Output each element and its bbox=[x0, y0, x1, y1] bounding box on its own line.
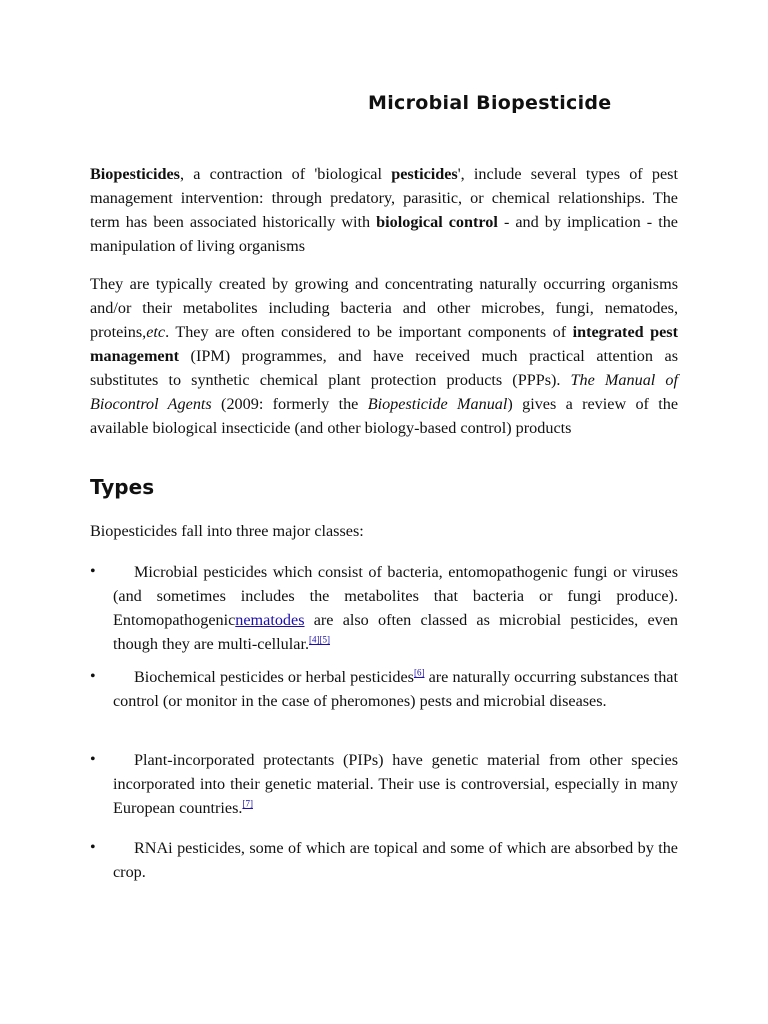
text-segment: - and by implication - the manipulation of living organisms bbox=[90, 213, 678, 255]
term-biopesticides: Biopesticides bbox=[90, 165, 180, 183]
paragraph-description bbox=[90, 272, 678, 440]
text-segment: Plant-incorporated protectants (PIPs) have genetic material from other species incorporated into their genetic material. Their use is controversial, especially in many European countries. bbox=[113, 751, 678, 817]
list-item bbox=[90, 836, 678, 884]
bullet-icon: • bbox=[90, 839, 96, 856]
list-item bbox=[90, 665, 678, 713]
bullet-icon: • bbox=[90, 751, 96, 768]
text-segment: , a contraction of 'biological bbox=[179, 165, 392, 183]
citation bbox=[309, 635, 330, 645]
text-segment: ) gives a review of the available biological insecticide (and other biology-based control) products bbox=[90, 395, 679, 437]
citation bbox=[242, 799, 253, 809]
term-biopesticide-manual: Biopesticide Manual bbox=[367, 395, 508, 413]
citation bbox=[414, 668, 425, 678]
citation-link[interactable]: [5] bbox=[319, 634, 330, 645]
text-segment: are naturally occurring substances that control (or monitor in the case of pheromones) pests and microbial diseases. bbox=[113, 668, 678, 710]
list-item bbox=[90, 748, 678, 820]
section-heading-types: Types bbox=[90, 475, 155, 499]
bullet-icon: • bbox=[90, 563, 96, 580]
paragraph-definition bbox=[90, 162, 678, 258]
text-segment: ', include several types of pest management intervention: through predatory, parasitic, or chemical relationships. The term has been associated historically with bbox=[90, 165, 678, 231]
text-segment: Biochemical pesticides or herbal pesticides bbox=[134, 668, 414, 686]
text-segment: They are typically created by growing and concentrating naturally occurring organisms and/or their metabolites including bacteria and other microbes, fungi, nematodes, proteins, bbox=[90, 275, 678, 341]
text-segment: (2009: formerly the bbox=[211, 395, 368, 413]
term-ipm: integrated pest management bbox=[90, 323, 678, 365]
term-manual: The Manual of Biocontrol Agents bbox=[90, 371, 678, 413]
bullet-icon: • bbox=[90, 668, 96, 685]
text-segment: Microbial pesticides which consist of bacteria, entomopathogenic fungi or viruses (and sometimes includes the metabolites that bacteria or fungi produce). Entomopathogenic bbox=[113, 563, 678, 629]
term-biological-control: biological control bbox=[376, 213, 498, 231]
citation-link[interactable]: [6] bbox=[413, 667, 425, 678]
list-item-text bbox=[113, 748, 678, 820]
term-pesticides: pesticides bbox=[391, 165, 458, 183]
citation-link[interactable]: [4] bbox=[309, 634, 320, 645]
list-item-text: RNAi pesticides, some of which are topical and some of which are absorbed by the crop. bbox=[113, 839, 678, 881]
text-segment: (IPM) programmes, and have received much practical attention as substitutes to synthetic chemical plant protection products (PPPs). bbox=[90, 347, 678, 389]
list-item bbox=[90, 560, 678, 656]
text-segment: are also often classed as microbial pesticides, even though they are multi-cellular. bbox=[113, 611, 678, 653]
document-title: Microbial Biopesticide bbox=[368, 92, 612, 114]
list-item-text bbox=[113, 665, 678, 713]
citation-link[interactable]: [7] bbox=[242, 798, 253, 809]
term-etc: etc bbox=[146, 323, 166, 341]
nematodes-link[interactable]: nematodes bbox=[235, 611, 305, 629]
list-item-text bbox=[113, 560, 678, 656]
text-segment: . They are often considered to be important components of bbox=[165, 323, 573, 341]
types-intro: Biopesticides fall into three major classes: bbox=[90, 522, 364, 540]
